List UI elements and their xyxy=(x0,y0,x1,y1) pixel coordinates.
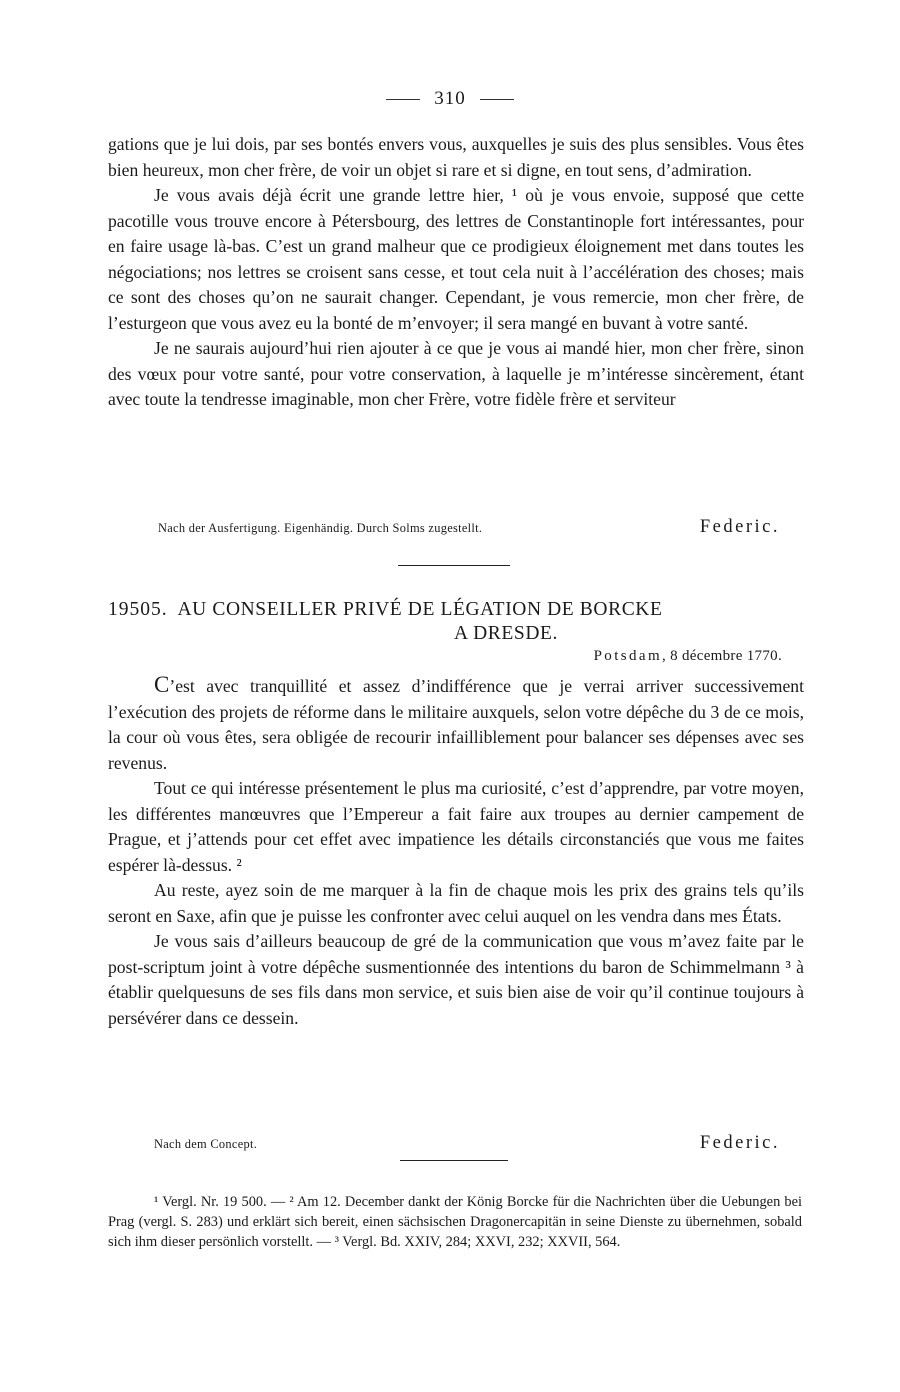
letter2-body xyxy=(108,672,804,1031)
letter2-paragraph: Je vous sais d’ailleurs beaucoup de gré de la communication que vous m’avez faite par le post-scriptum joint à votre dépêche susmentionnée des intentions du baron de Schimmelmann ³ à établir quelquesuns de ses fils dans mon service, et suis bien aise de voir qu’il continue toujours à persévérer dans ce dessein. xyxy=(108,931,804,1028)
letter2-initial: C xyxy=(154,672,170,697)
section-divider xyxy=(398,565,510,566)
letter2-place: Potsdam xyxy=(593,648,663,664)
page-number-line xyxy=(0,88,900,110)
letter2-heading-line1: AU CONSEILLER PRIVÉ DE LÉGATION DE BORCKE xyxy=(177,599,663,620)
letter2-paragraph xyxy=(108,672,804,776)
letter1-source-note: Nach der Ausfertigung. Eigenhändig. Durch Solms zugestellt. xyxy=(158,521,483,535)
letter1-paragraph: gations que je lui dois, par ses bontés envers vous, auxquelles je suis des plus sensibles. Vous êtes bien heureux, mon cher frère, de voir un objet si rare et si digne, en tout sens, d’admiration. xyxy=(108,134,804,180)
letter2-closing xyxy=(108,1130,780,1154)
page-number: 310 xyxy=(434,88,466,109)
letter1-signature: Federic. xyxy=(699,517,780,537)
letter2-heading-line2: A DRESDE. xyxy=(454,623,558,644)
letter2-number: 19505. xyxy=(108,599,168,620)
letter2-paragraph-text: ’est avec tranquillité et assez d’indifférence que je verrai arriver successivement l’exécution des projets de réforme dans le militaire auxquels, selon votre dépêche du 3 de ce mois, la cour où vous êtes, sera obligée de recourir infailliblement pour balancer ses dépenses avec ses revenus. xyxy=(108,676,804,773)
letter1-body xyxy=(108,132,804,413)
footnote-divider xyxy=(400,1160,508,1161)
footnotes-text: ¹ Vergl. Nr. 19 500. — ² Am 12. December dankt der König Borcke für die Nachrichten über die Uebungen bei Prag (vergl. S. 283) und erklärt sich bereit, einen sächsischen Dragonercapitän in seine Dienste zu übernehmen, sobald sich ihm dieser persönlich vorstellt. — ³ Vergl. Bd. XXIV, 284; XXVI, 232; XXVII, 564. xyxy=(108,1194,802,1250)
letter2-date: , 8 décembre 1770. xyxy=(662,648,782,664)
letter2-source-note: Nach dem Concept. xyxy=(154,1137,258,1151)
letter2-heading xyxy=(108,598,808,646)
letter1-paragraph: Je ne saurais aujourd’hui rien ajouter à ce que je vous ai mandé hier, mon cher frère, sinon des vœux pour votre santé, pour votre conservation, à laquelle je m’intéresse sincèrement, étant avec toute la tendresse imaginable, mon cher Frère, votre fidèle frère et serviteur xyxy=(108,338,804,409)
page-number-dash-right xyxy=(480,99,514,100)
letter1-paragraph: Je vous avais déjà écrit une grande lettre hier, ¹ où je vous envoie, supposé que cette pacotille vous trouve encore à Pétersbourg, des lettres de Constantinople fort intéressantes, pour en faire usage là-bas. C’est un grand malheur que ce prodigieux éloignement met dans toutes les négociations; nos lettres se croisent sans cesse, et tout cela nuit à l’accélération des choses; mais ce sont des choses qu’on ne saurait changer. Cependant, je vous remercie, mon cher frère, de l’esturgeon que vous avez eu la bonté de m’envoyer; il sera mangé en buvant à votre santé. xyxy=(108,185,804,333)
letter1-closing xyxy=(108,514,780,538)
letter2-signature: Federic. xyxy=(699,1133,780,1153)
letter2-paragraph: Tout ce qui intéresse présentement le plus ma curiosité, c’est d’apprendre, par votre moyen, les différentes manœuvres que l’Empereur a fait faire aux troupes au dernier campement de Prague, et j’attends pour cet effet avec impatience les détails circonstanciés que vous me faites espérer là-dessus. ² xyxy=(108,778,804,875)
page-number-dash-left xyxy=(386,99,420,100)
footnotes xyxy=(108,1192,802,1252)
letter2-paragraph: Au reste, ayez soin de me marquer à la fin de chaque mois les prix des grains tels qu’ils seront en Saxe, afin que je puisse les confronter avec celui auquel on les vendra dans mes États. xyxy=(108,880,804,926)
letter2-dateline xyxy=(594,648,782,665)
